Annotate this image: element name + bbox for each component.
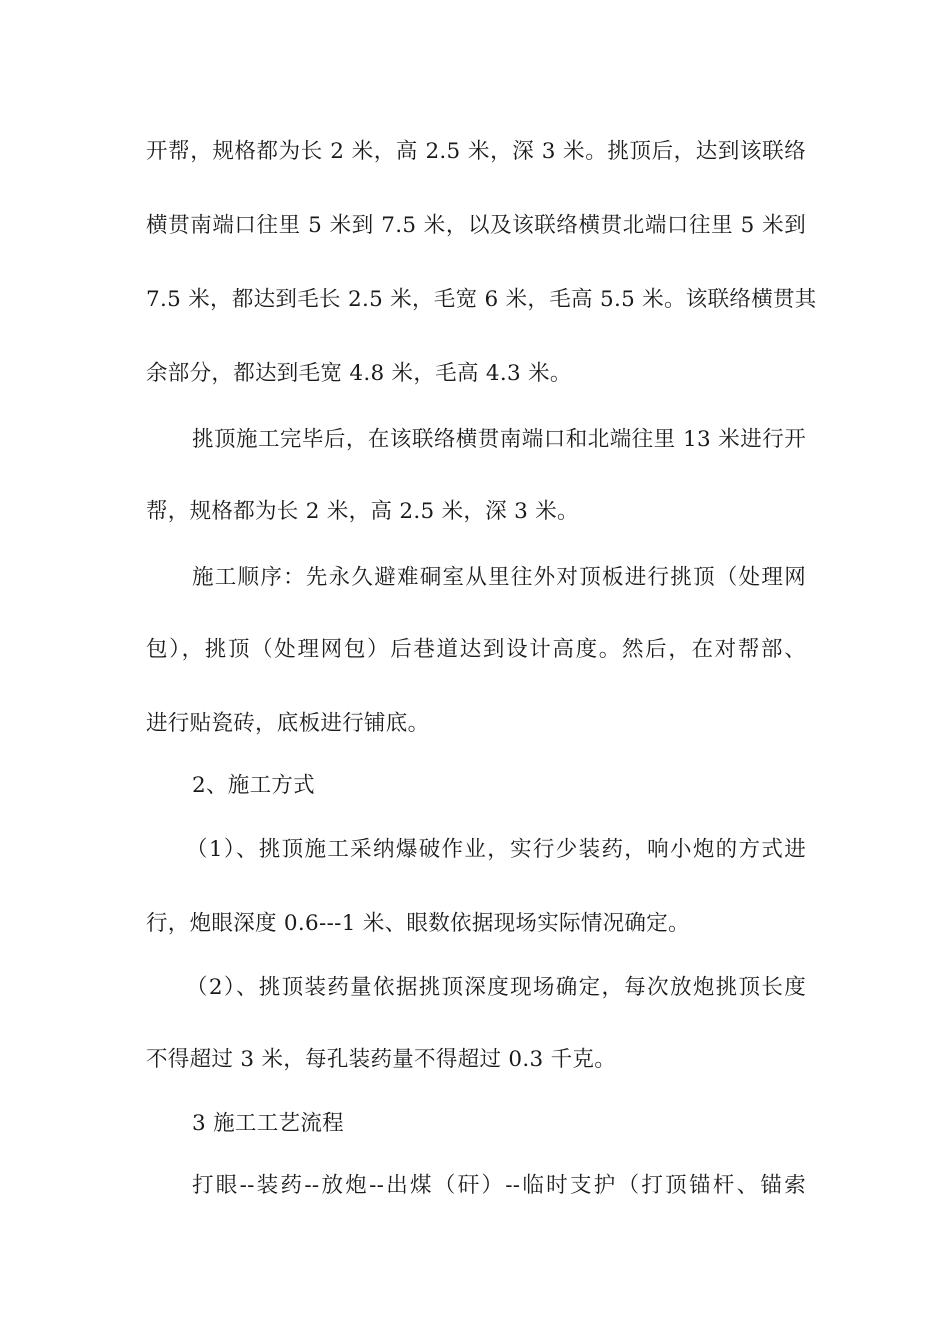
text-line-3: 7.5 米，都达到毛长 2.5 米，毛宽 6 米，毛高 5.5 米。该联络横贯其 — [146, 287, 817, 312]
text-line-9: 进行贴瓷砖，底板进行铺底。 — [146, 711, 430, 736]
section-heading-2: 2、施工方式 — [192, 773, 315, 798]
text-line-14: 不得超过 3 米，每孔装药量不得超过 0.3 千克。 — [146, 1047, 617, 1072]
text-line-1: 开帮，规格都为长 2 米，高 2.5 米，深 3 米。挑顶后，达到该联络 — [146, 139, 806, 164]
text-line-16: 打眼--装药--放炮--出煤（矸）--临时支护（打顶锚杆、锚索 — [192, 1173, 806, 1198]
text-line-11: （1）、挑顶施工采纳爆破作业，实行少装药，响小炮的方式进 — [186, 837, 806, 862]
text-line-7: 施工顺序：先永久避难硐室从里往外对顶板进行挑顶（处理网 — [192, 565, 806, 590]
text-line-2: 横贯南端口往里 5 米到 7.5 米，以及该联络横贯北端口往里 5 米到 — [146, 213, 806, 238]
text-line-13: （2）、挑顶装药量依据挑顶深度现场确定，每次放炮挑顶长度 — [186, 975, 806, 1000]
text-line-6: 帮，规格都为长 2 米，高 2.5 米，深 3 米。 — [146, 499, 579, 524]
text-line-12: 行，炮眼深度 0.6---1 米、眼数依据现场实际情况确定。 — [146, 911, 690, 936]
section-heading-3: 3 施工工艺流程 — [192, 1111, 344, 1136]
text-line-4: 余部分，都达到毛宽 4.8 米，毛高 4.3 米。 — [146, 361, 572, 386]
text-line-5: 挑顶施工完毕后，在该联络横贯南端口和北端往里 13 米进行开 — [192, 427, 806, 452]
text-line-8: 包），挑顶（处理网包）后巷道达到设计高度。然后，在对帮部、 — [146, 637, 806, 662]
